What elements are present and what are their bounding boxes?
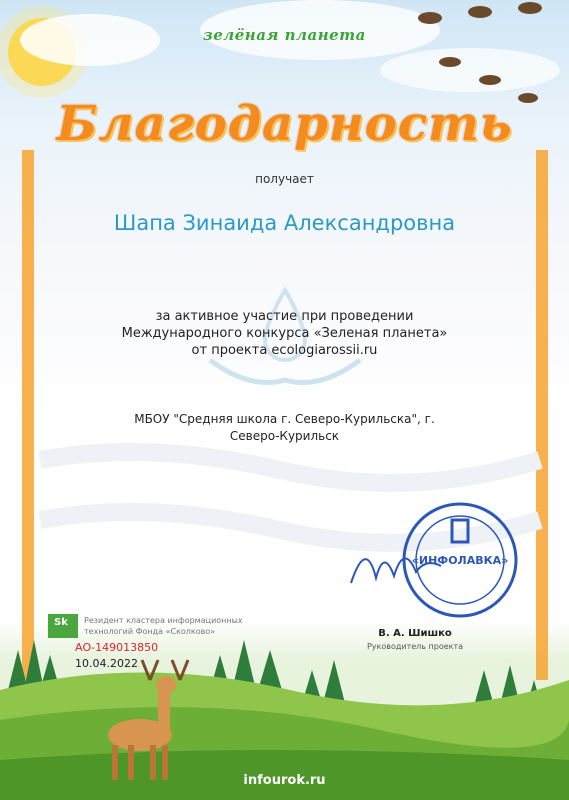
recipient-name: Шапа Зинаида Александровна — [113, 211, 456, 235]
reason-line-1: за активное участие при проведении — [155, 309, 414, 324]
reason-line-2: Международного конкурса «Зеленая планета» — [121, 326, 448, 341]
skolkovo-logo-text: Sk — [54, 617, 68, 628]
reason-line-3: от проекта ecologiarossii.ru — [191, 343, 378, 358]
certificate-title: Благодарность — [56, 96, 513, 152]
signer-name: В. А. Шишко — [378, 628, 452, 639]
organization-text — [130, 411, 439, 445]
certificate-date: 10.04.2022 — [75, 657, 138, 670]
certificate-code: АО-149013850 — [75, 641, 159, 654]
stamp-text: «ИНФОЛАВКА» — [411, 554, 509, 567]
signer-role: Руководитель проекта — [366, 642, 464, 651]
skolkovo-line-1: Резидент кластера информационных — [84, 616, 243, 625]
brand-logo: зелёная планета — [203, 26, 366, 44]
org-line-2: Северо-Курильск — [229, 429, 340, 443]
skolkovo-line-2: технологий Фонда «Сколково» — [84, 627, 216, 636]
skolkovo-caption — [84, 615, 244, 637]
stamp-icon — [400, 500, 520, 620]
reason-text — [100, 308, 469, 359]
certificate-subtitle: получает — [255, 172, 314, 186]
skolkovo-logo-icon — [48, 614, 78, 638]
org-line-1: МБОУ "Средняя школа г. Северо-Курильска", г. — [134, 412, 435, 426]
footer-link[interactable]: infourok.ru — [243, 773, 326, 788]
